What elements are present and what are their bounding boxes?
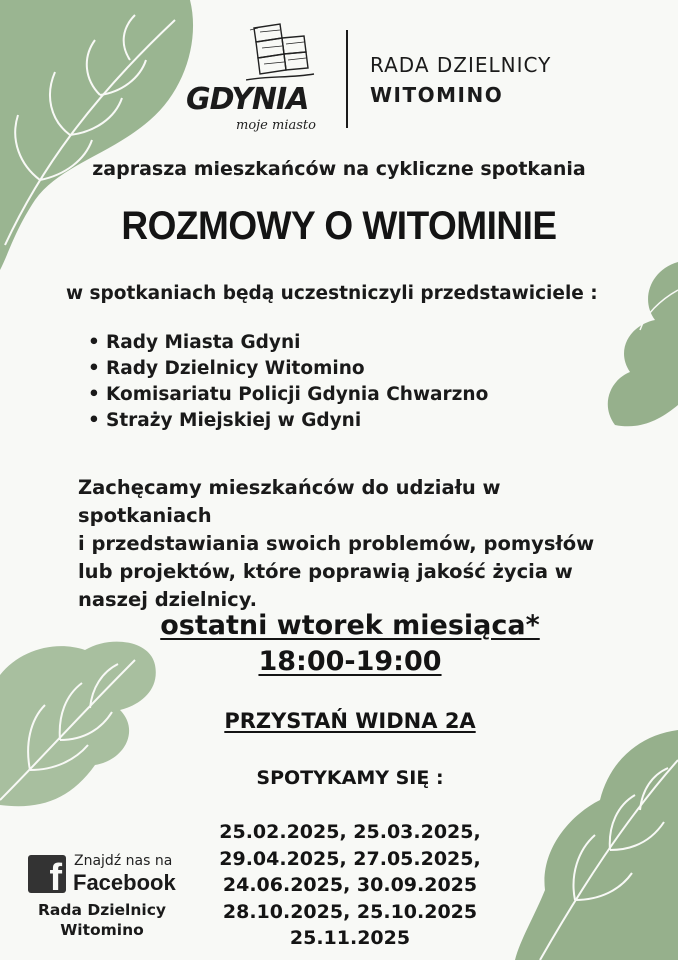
facebook-caption-line1: Rada Dzielnicy (37, 901, 166, 919)
logo-tagline: moje miasto (236, 118, 316, 133)
schedule-day: ostatni wtorek miesiąca* (160, 610, 540, 641)
dates-line: 25.02.2025, 25.03.2025, (219, 821, 481, 843)
location: PRZYSTAŃ WIDNA 2A (224, 709, 476, 733)
paragraph-line: Zachęcamy mieszkańców do udziału w spotkaniach (78, 476, 501, 527)
header-divider (346, 30, 348, 128)
invite-text: zaprasza mieszkańców na cykliczne spotkania (92, 158, 586, 180)
ship-logo-icon (246, 22, 316, 88)
facebook-caption-line2: Witomino (60, 921, 144, 939)
right-leaf (608, 262, 678, 426)
participants-list (88, 330, 488, 434)
logo-city-name: GDYNIA (186, 82, 309, 117)
bullet-icon: • (88, 384, 100, 405)
dates-line: 25.11.2025 (289, 927, 411, 949)
list-item: • Komisariatu Policji Gdynia Chwarzno (88, 382, 488, 408)
dates-line: 24.06.2025, 30.09.2025 (222, 874, 478, 896)
schedule (0, 608, 678, 680)
meet-label: SPOTYKAMY SIĘ : (256, 767, 444, 789)
participants-intro: w spotkaniach będą uczestniczyli przedstawiciele : (66, 283, 598, 304)
facebook-find-us: Znajdź nas na (74, 853, 173, 869)
event-title: ROZMOWY O WITOMINIE (121, 203, 557, 248)
paragraph-line: naszej dzielnicy. (78, 588, 258, 611)
dates-line: 29.04.2025, 27.05.2025, (219, 847, 481, 870)
list-item: • Rady Miasta Gdyni (88, 330, 488, 356)
facebook-icon[interactable]: f (28, 855, 66, 893)
paragraph-line: i przedstawiania swoich problemów, pomysłów (78, 532, 595, 555)
council-name-line2: WITOMINO (370, 83, 504, 107)
list-item: • Rady Dzielnicy Witomino (88, 356, 488, 382)
encouragement-paragraph (78, 474, 638, 614)
bullet-icon: • (88, 332, 100, 353)
schedule-time: 18:00-19:00 (258, 646, 442, 677)
dates-line: 28.10.2025, 25.10.2025 (222, 900, 478, 923)
council-name-line1: RADA DZIELNICY (370, 53, 552, 77)
facebook-name[interactable]: Facebook (73, 870, 176, 895)
paragraph-line: lub projektów, które poprawią jakość życia w (78, 560, 573, 583)
bullet-icon: • (88, 358, 100, 379)
list-item: • Straży Miejskiej w Gdyni (88, 408, 488, 434)
bullet-icon: • (88, 410, 100, 431)
